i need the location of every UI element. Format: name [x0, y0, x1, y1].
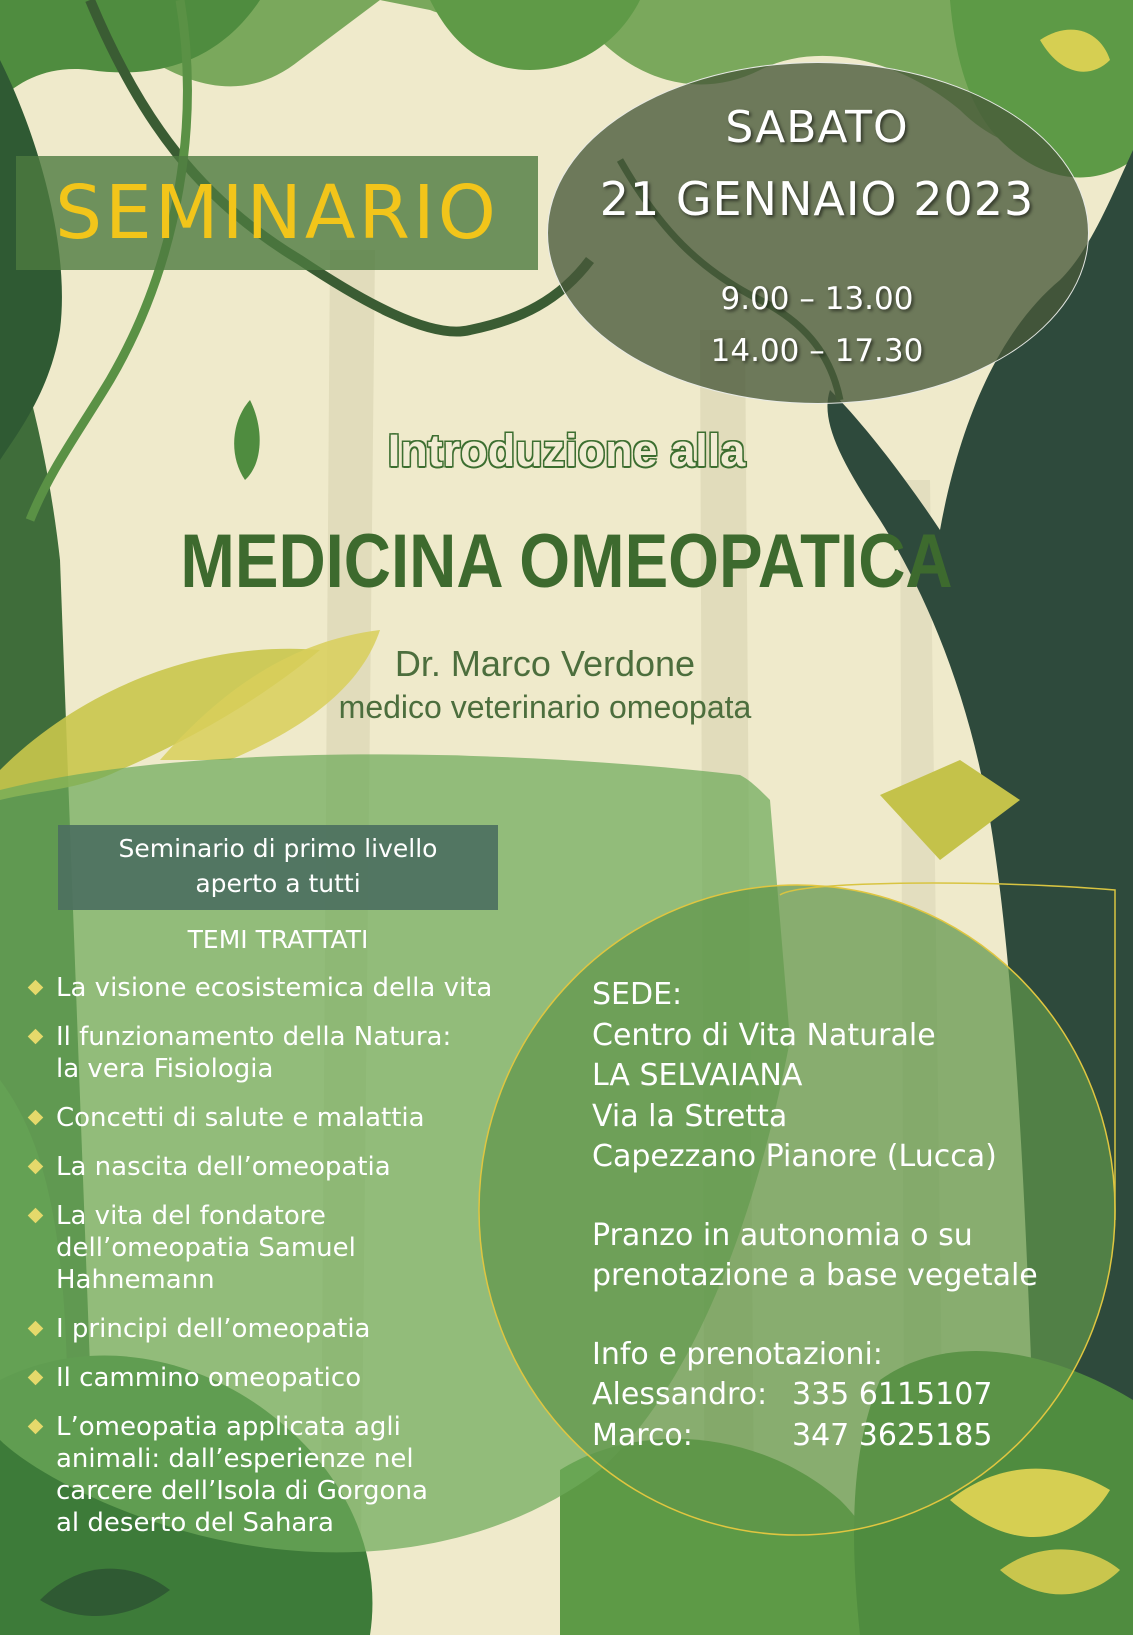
- topic-line: I principi dell’omeopatia: [56, 1314, 371, 1344]
- contact-name: Alessandro:: [592, 1377, 768, 1412]
- venue-label: SEDE:: [592, 977, 683, 1012]
- morning-time: 9.00 – 13.00: [720, 281, 914, 317]
- contact-row: [592, 1375, 1112, 1416]
- venue-line: Via la Stretta: [592, 1098, 788, 1134]
- event-date: 21 GENNAIO 2023: [599, 172, 1035, 226]
- list-item: [28, 972, 558, 1004]
- venue-line: Centro di Vita Naturale: [592, 1017, 936, 1053]
- venue-line: Capezzano Pianore (Lucca): [592, 1139, 997, 1174]
- title-intro: Introduzione alla: [387, 425, 746, 476]
- topics-list: [28, 972, 558, 1556]
- lunch-line: prenotazione a base vegetale: [592, 1258, 1038, 1293]
- diamond-bullet-icon: [28, 1208, 44, 1224]
- list-item: [28, 1151, 558, 1183]
- topic-line: al deserto del Sahara: [56, 1508, 334, 1538]
- list-item: [28, 1362, 558, 1394]
- seminario-label: SEMINARIO: [55, 170, 499, 256]
- level-line: Seminario di primo livello: [118, 834, 438, 863]
- list-item: [28, 1021, 558, 1085]
- topics-heading: TEMI TRATTATI: [187, 925, 369, 954]
- topic-line: animali: dall’esperienze nel: [56, 1444, 414, 1474]
- diamond-bullet-icon: [28, 1110, 44, 1126]
- contacts-label: Info e prenotazioni:: [592, 1336, 883, 1372]
- topic-line: La nascita dell’omeopatia: [56, 1152, 391, 1182]
- topic-line: Hahnemann: [56, 1265, 215, 1295]
- topic-line: L’omeopatia applicata agli: [56, 1412, 401, 1442]
- spacer: [592, 1297, 1112, 1335]
- list-item: [28, 1102, 558, 1134]
- diamond-bullet-icon: [28, 1321, 44, 1337]
- contact-phone: 335 6115107: [792, 1377, 993, 1412]
- spacer: [592, 1178, 1112, 1216]
- event-day: SABATO: [725, 102, 909, 153]
- diamond-bullet-icon: [28, 1029, 44, 1045]
- venue-info: [592, 975, 1112, 1456]
- diamond-bullet-icon: [28, 980, 44, 996]
- speaker-name: Dr. Marco Verdone: [394, 643, 696, 684]
- diamond-bullet-icon: [28, 1159, 44, 1175]
- diamond-bullet-icon: [28, 1419, 44, 1435]
- lunch-line: Pranzo in autonomia o su: [592, 1217, 973, 1253]
- topic-line: La vita del fondatore: [56, 1201, 326, 1231]
- topic-line: la vera Fisiologia: [56, 1054, 274, 1084]
- venue-line: LA SELVAIANA: [592, 1058, 803, 1093]
- contact-name: Marco:: [592, 1417, 693, 1453]
- page-title: MEDICINA OMEOPATICA: [180, 519, 953, 604]
- list-item: [28, 1313, 558, 1345]
- topic-line: La visione ecosistemica della vita: [56, 973, 493, 1003]
- afternoon-time: 14.00 – 17.30: [710, 333, 924, 369]
- list-item: [28, 1411, 558, 1539]
- topic-line: Il cammino omeopatico: [56, 1363, 362, 1393]
- topic-line: dell’omeopatia Samuel: [56, 1233, 356, 1263]
- topic-line: Concetti di salute e malattia: [56, 1103, 425, 1133]
- contact-row: [592, 1416, 1112, 1457]
- level-line: aperto a tutti: [195, 869, 361, 898]
- list-item: [28, 1200, 558, 1296]
- topic-line: Il funzionamento della Natura:: [56, 1022, 452, 1052]
- contact-phone: 347 3625185: [792, 1417, 993, 1453]
- diamond-bullet-icon: [28, 1370, 44, 1386]
- speaker-role: medico veterinario omeopata: [338, 689, 752, 725]
- topic-line: carcere dell’Isola di Gorgona: [56, 1476, 428, 1506]
